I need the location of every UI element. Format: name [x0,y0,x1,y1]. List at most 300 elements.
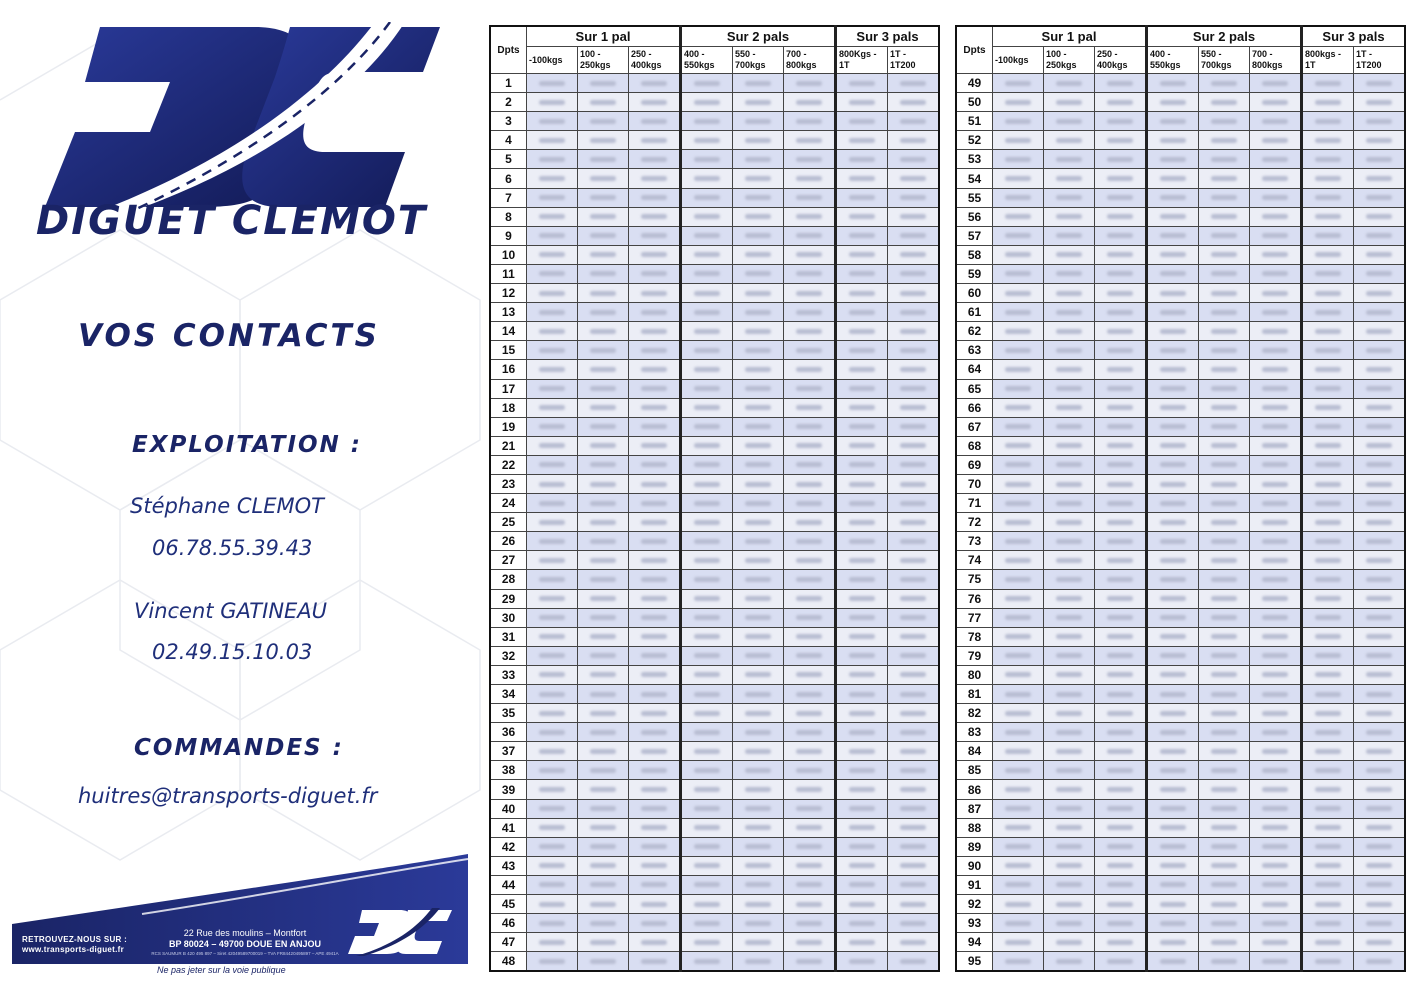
contact-phone-1[interactable]: 06.78.55.39.43 [152,536,313,560]
blurred-value [590,81,616,86]
blurred-value [849,443,875,448]
rate-cell-blurred [1147,799,1199,818]
dept-number: 85 [956,761,993,780]
table-row [956,761,1405,780]
rate-cell-blurred [1044,685,1095,704]
blurred-value [849,711,875,716]
rate-cell-blurred [733,856,784,875]
rate-cell-blurred [527,169,578,188]
blurred-value [641,195,667,200]
rate-cell-blurred [1095,856,1147,875]
blurred-value [539,615,565,620]
blurred-value [694,825,720,830]
rate-cell-blurred [1302,417,1354,436]
rate-cell-blurred [1250,685,1302,704]
blurred-value [849,482,875,487]
blurred-value [539,310,565,315]
rate-cell-blurred [1147,723,1199,742]
rate-cell-blurred [681,303,733,322]
dept-number: 38 [490,761,527,780]
rate-cell-blurred [993,360,1044,379]
rate-cell-blurred [629,551,681,570]
blurred-value [900,100,926,105]
table-row [956,398,1405,417]
blurred-value [1107,940,1133,945]
rate-cell-blurred [733,513,784,532]
blurred-value [590,959,616,964]
blurred-value [590,672,616,677]
blurred-value [1056,405,1082,410]
rate-cell-blurred [681,341,733,360]
blurred-value [1160,501,1186,506]
rate-cell-blurred [629,322,681,341]
dept-number: 73 [956,532,993,551]
footer-website-link[interactable]: www.transports-diguet.fr [22,945,125,954]
blurred-value [1005,233,1031,238]
blurred-value [849,672,875,677]
dept-number: 49 [956,74,993,93]
rate-cell-blurred [1095,704,1147,723]
table-row [956,93,1405,112]
blurred-value [1160,577,1186,582]
blurred-value [1366,520,1392,525]
table-row [490,513,939,532]
rate-cell-blurred [1354,341,1406,360]
rate-cell-blurred [1095,665,1147,684]
blurred-value [694,520,720,525]
rate-cell-blurred [681,570,733,589]
rate-cell-blurred [1302,494,1354,513]
rate-cell-blurred [1199,646,1250,665]
rate-cell-blurred [836,398,888,417]
rate-cell-blurred [1354,685,1406,704]
rate-cell-blurred [578,532,629,551]
rate-cell-blurred [1302,646,1354,665]
blurred-value [1262,424,1288,429]
blurred-value [796,329,822,334]
blurred-value [745,692,771,697]
rate-cell-blurred [733,532,784,551]
blurred-value [745,501,771,506]
blurred-value [1160,310,1186,315]
rate-cell-blurred [784,532,836,551]
rate-cell-blurred [1095,169,1147,188]
blurred-value [1160,940,1186,945]
rate-cell-blurred [836,665,888,684]
blurred-value [796,462,822,467]
rate-cell-blurred [1354,322,1406,341]
rate-cell-blurred [578,627,629,646]
blurred-value [1211,501,1237,506]
blurred-value [1262,596,1288,601]
rate-cell-blurred [629,131,681,150]
rate-cell-blurred [1147,570,1199,589]
blurred-value [1211,214,1237,219]
rate-cell-blurred [1095,646,1147,665]
rate-cell-blurred [629,513,681,532]
blurred-value [1315,634,1341,639]
dept-number: 93 [956,914,993,933]
rate-cell-blurred [1354,723,1406,742]
blurred-value [1366,81,1392,86]
table-row [490,379,939,398]
table-row [956,685,1405,704]
rate-cell-blurred [681,226,733,245]
blurred-value [1366,825,1392,830]
col-header: 250 - 400kgs [1095,47,1147,74]
rate-cell-blurred [578,169,629,188]
dept-number: 71 [956,494,993,513]
blurred-value [694,711,720,716]
rate-cell-blurred [993,112,1044,131]
blurred-value [1107,749,1133,754]
blurred-value [1160,730,1186,735]
table-row [956,895,1405,914]
rate-cell-blurred [1095,417,1147,436]
blurred-value [1366,443,1392,448]
rate-cell-blurred [527,494,578,513]
blurred-value [900,138,926,143]
blurred-value [1005,882,1031,887]
blurred-value [900,233,926,238]
rate-cell-blurred [1147,551,1199,570]
rate-cell-blurred [1147,131,1199,150]
blurred-value [694,233,720,238]
blurred-value [590,157,616,162]
rate-cell-blurred [993,322,1044,341]
blurred-value [539,653,565,658]
rate-cell-blurred [1044,379,1095,398]
rate-cell-blurred [1044,589,1095,608]
rate-cell-blurred [1147,589,1199,608]
dept-number: 3 [490,112,527,131]
table-row [490,112,939,131]
blurred-value [1315,443,1341,448]
blurred-value [539,596,565,601]
rate-cell-blurred [733,589,784,608]
rate-cell-blurred [1302,131,1354,150]
blurred-value [1107,692,1133,697]
rate-cell-blurred [1354,646,1406,665]
blurred-value [900,902,926,907]
rate-cell-blurred [1147,303,1199,322]
rate-cell-blurred [1147,704,1199,723]
contact-phone-2[interactable]: 02.49.15.10.03 [152,640,313,664]
rate-cell-blurred [784,761,836,780]
table-row [490,704,939,723]
table-row [490,608,939,627]
rate-cell-blurred [888,360,940,379]
dept-number: 28 [490,570,527,589]
rate-cell-blurred [733,112,784,131]
rate-cell-blurred [1044,112,1095,131]
table-row [490,952,939,972]
rate-cell-blurred [1044,952,1095,972]
rate-cell-blurred [1302,150,1354,169]
table-row [956,799,1405,818]
rate-cell-blurred [784,856,836,875]
blurred-value [1005,730,1031,735]
rate-cell-blurred [1302,360,1354,379]
blurred-value [1056,653,1082,658]
rate-cell-blurred [993,704,1044,723]
rate-cell-blurred [1147,417,1199,436]
rate-cell-blurred [578,379,629,398]
rate-cell-blurred [1354,895,1406,914]
dept-number: 4 [490,131,527,150]
contacts-title: VOS CONTACTS [78,318,380,354]
blurred-value [641,863,667,868]
rate-cell-blurred [1044,875,1095,894]
rate-cell-blurred [1302,532,1354,551]
blurred-value [539,940,565,945]
table-row [956,303,1405,322]
blurred-value [1107,672,1133,677]
blurred-value [1107,157,1133,162]
rate-cell-blurred [784,360,836,379]
blurred-value [590,787,616,792]
blurred-value [539,921,565,926]
blurred-value [1211,558,1237,563]
blurred-value [1160,176,1186,181]
rate-cell-blurred [1147,360,1199,379]
blurred-value [900,119,926,124]
rate-cell-blurred [733,74,784,93]
rate-cell-blurred [1302,875,1354,894]
rate-cell-blurred [1147,245,1199,264]
rate-cell-blurred [1302,284,1354,303]
rate-cell-blurred [1095,494,1147,513]
rate-cell-blurred [1302,341,1354,360]
rate-cell-blurred [578,895,629,914]
rate-cell-blurred [888,341,940,360]
rate-table-left [489,25,940,972]
rate-cell-blurred [888,933,940,952]
rate-cell-blurred [1044,284,1095,303]
blurred-value [1107,615,1133,620]
blurred-value [796,634,822,639]
blurred-value [590,100,616,105]
rate-cell-blurred [1250,627,1302,646]
blurred-value [1056,787,1082,792]
rate-cell-blurred [784,780,836,799]
blurred-value [745,462,771,467]
rate-cell-blurred [681,513,733,532]
rate-cell-blurred [1302,188,1354,207]
blurred-value [796,367,822,372]
blurred-value [1262,252,1288,257]
blurred-value [539,863,565,868]
rate-cell-blurred [1199,875,1250,894]
rate-cell-blurred [1147,780,1199,799]
rate-cell-blurred [1199,474,1250,493]
dept-number: 2 [490,93,527,112]
dept-number: 70 [956,474,993,493]
blurred-value [900,291,926,296]
rate-cell-blurred [993,742,1044,761]
rate-cell-blurred [784,93,836,112]
rate-cell-blurred [1302,513,1354,532]
rate-cell-blurred [1250,131,1302,150]
blurred-value [849,902,875,907]
rate-cell-blurred [1044,455,1095,474]
blurred-value [1315,844,1341,849]
rate-cell-blurred [993,952,1044,972]
rate-cell-blurred [681,169,733,188]
table-row [490,150,939,169]
blurred-value [1262,386,1288,391]
blurred-value [745,787,771,792]
rate-cell-blurred [1095,780,1147,799]
table-row [490,856,939,875]
rate-cell-blurred [527,245,578,264]
rate-cell-blurred [993,589,1044,608]
table-row [956,780,1405,799]
rate-cell-blurred [629,264,681,283]
dept-number: 32 [490,646,527,665]
rate-cell-blurred [527,360,578,379]
blurred-value [745,195,771,200]
rate-cell-blurred [1354,875,1406,894]
rate-cell-blurred [1147,895,1199,914]
rate-cell-blurred [681,474,733,493]
blurred-value [641,252,667,257]
blurred-value [1160,768,1186,773]
blurred-value [1107,711,1133,716]
blurred-value [694,653,720,658]
blurred-value [745,424,771,429]
blurred-value [694,730,720,735]
dept-number: 37 [490,742,527,761]
table-row [490,914,939,933]
rate-cell-blurred [1199,207,1250,226]
blurred-value [1056,692,1082,697]
rate-cell-blurred [1250,494,1302,513]
blurred-value [1315,405,1341,410]
table-row [490,188,939,207]
blurred-value [641,119,667,124]
blurred-value [1315,558,1341,563]
col-header: 800Kgs - 1T [836,47,888,74]
rate-cell-blurred [527,93,578,112]
blurred-value [745,653,771,658]
rate-cell-blurred [784,646,836,665]
blurred-value [1056,768,1082,773]
rate-cell-blurred [1147,856,1199,875]
blurred-value [849,291,875,296]
blurred-value [1160,214,1186,219]
rate-cell-blurred [1044,856,1095,875]
blurred-value [1107,634,1133,639]
dept-number: 12 [490,284,527,303]
blurred-value [900,310,926,315]
blurred-value [1005,539,1031,544]
rate-cell-blurred [993,379,1044,398]
table-row [490,264,939,283]
table-row [956,360,1405,379]
blurred-value [1211,653,1237,658]
rate-cell-blurred [1147,685,1199,704]
rate-cell-blurred [527,704,578,723]
col-header: 800kgs - 1T [1302,47,1354,74]
blurred-value [796,501,822,506]
blurred-value [796,291,822,296]
blurred-value [694,634,720,639]
blurred-value [1211,577,1237,582]
blurred-value [641,501,667,506]
rate-cell-blurred [836,952,888,972]
blurred-value [1315,692,1341,697]
blurred-value [641,539,667,544]
blurred-value [1160,806,1186,811]
rate-cell-blurred [993,895,1044,914]
rate-cell-blurred [888,589,940,608]
blurred-value [1005,501,1031,506]
blurred-value [1315,386,1341,391]
rate-cell-blurred [1354,608,1406,627]
dept-number: 13 [490,303,527,322]
rate-cell-blurred [1302,685,1354,704]
blurred-value [1005,558,1031,563]
blurred-value [694,405,720,410]
blurred-value [539,882,565,887]
blurred-value [900,787,926,792]
rate-cell-blurred [733,284,784,303]
rate-cell-blurred [578,551,629,570]
blurred-value [849,844,875,849]
rate-cell-blurred [784,837,836,856]
dept-number: 25 [490,513,527,532]
rate-cell-blurred [888,685,940,704]
group-header-2-pals: Sur 2 pals [1147,26,1302,47]
rate-cell-blurred [1199,570,1250,589]
rate-cell-blurred [1199,112,1250,131]
rate-cell-blurred [1095,952,1147,972]
blurred-value [641,749,667,754]
rate-cell-blurred [629,685,681,704]
rate-cell-blurred [629,856,681,875]
rate-cell-blurred [836,742,888,761]
rate-cell-blurred [527,589,578,608]
rate-cell-blurred [1095,341,1147,360]
dept-number: 69 [956,455,993,474]
dept-number: 89 [956,837,993,856]
table-row [956,207,1405,226]
rate-cell-blurred [1147,532,1199,551]
blurred-value [1211,81,1237,86]
blurred-value [849,520,875,525]
dept-number: 57 [956,226,993,245]
rate-cell-blurred [527,570,578,589]
table-row [956,742,1405,761]
rate-cell-blurred [1199,532,1250,551]
rate-cell-blurred [1302,303,1354,322]
blurred-value [1315,291,1341,296]
table-row [490,455,939,474]
table-row [956,914,1405,933]
rate-cell-blurred [1147,341,1199,360]
table-row [490,933,939,952]
blurred-value [796,825,822,830]
blurred-value [1107,176,1133,181]
blurred-value [1005,634,1031,639]
order-email-link[interactable]: huitres@transports-diguet.fr [78,784,378,808]
rate-cell-blurred [993,303,1044,322]
blurred-value [1005,863,1031,868]
blurred-value [1315,825,1341,830]
rate-cell-blurred [1354,742,1406,761]
rate-cell-blurred [993,551,1044,570]
